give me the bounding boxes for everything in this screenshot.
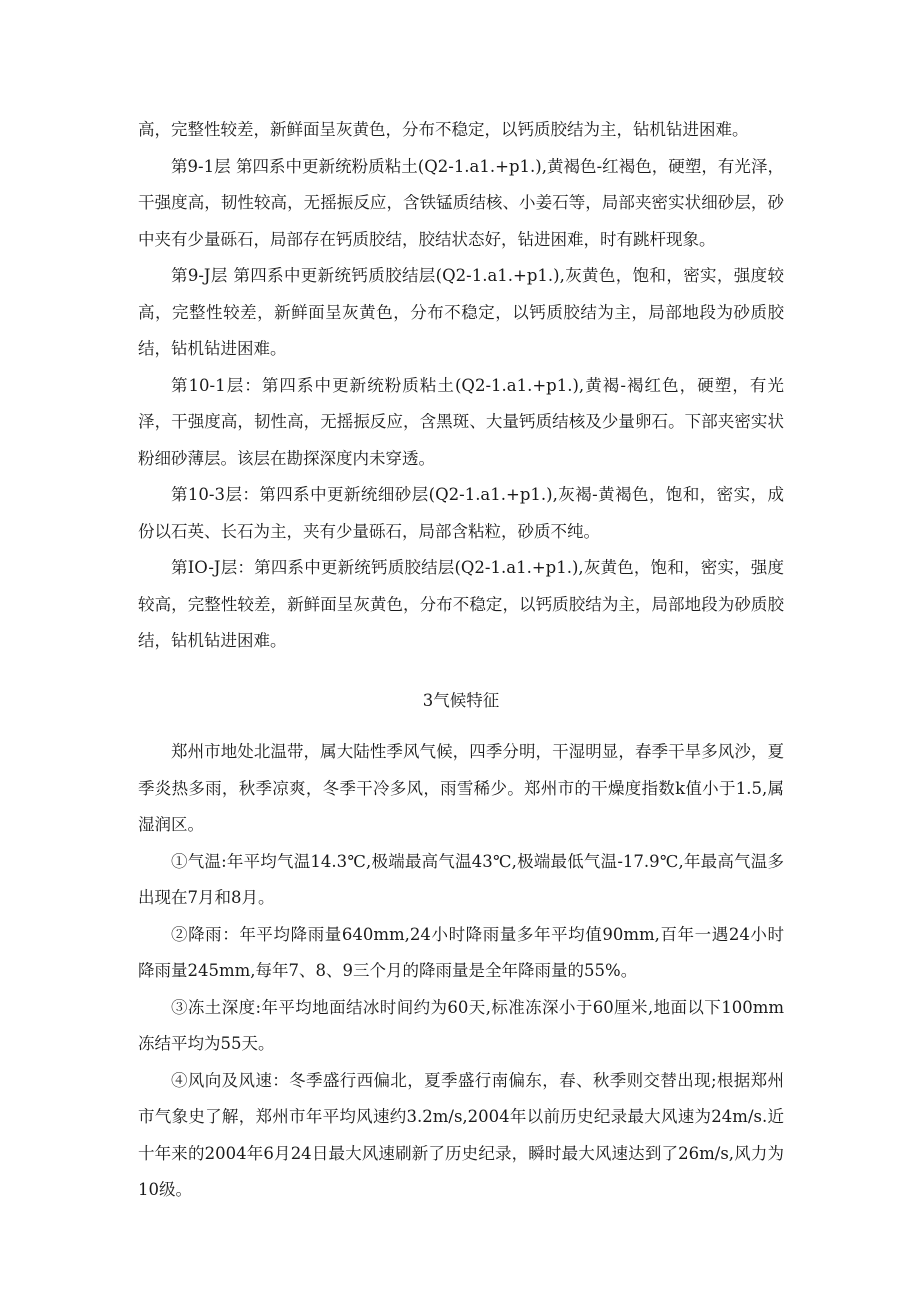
paragraph-layer-10-3: 第10-3层：第四系中更新统细砂层(Q2-1.a1.+p1.),灰褐-黄褐色，饱和，密实，成份以石英、长石为主，夹有少量砾石，局部含粘粒，砂质不纯。 (138, 485, 784, 541)
paragraph-rainfall: ②降雨：年平均降雨量640mm,24小时降雨量多年平均值90mm,百年一遇24小时降雨量245mm,每年7、8、9三个月的降雨量是全年降雨量的55%。 (138, 924, 784, 980)
paragraph-continuation: 高，完整性较差，新鲜面呈灰黄色，分布不稳定，以钙质胶结为主，钻机钻进困难。 (138, 120, 749, 139)
paragraph-climate-overview: 郑州市地处北温带，属大陆性季风气候，四季分明，干湿明显，春季干旱多风沙，夏季炎热多雨，秋季凉爽，冬季干冷多风，雨雪稀少。郑州市的干燥度指数k值小于1.5,属湿润区。 (138, 742, 784, 834)
climate-section (138, 734, 784, 1209)
paragraph-layer-10-1: 第10-1层：第四系中更新统粉质粘土(Q2-1.a1.+p1.),黄褐-褐红色，硬塑，有光泽，干强度高，韧性高，无摇振反应，含黑斑、大量钙质结核及少量卵石。下部夹密实状粉细砂薄层。该层在勘探深度内未穿透。 (138, 375, 784, 468)
paragraph-layer-10-j: 第IO-J层：第四系中更新统钙质胶结层(Q2-1.a1.+p1.),灰黄色，饱和，密实，强度较高，完整性较差，新鲜面呈灰黄色，分布不稳定，以钙质胶结为主，局部地段为砂质胶结，钻机钻进困难。 (138, 558, 784, 650)
paragraph-layer-9-j: 第9-J层 第四系中更新统钙质胶结层(Q2-1.a1.+p1.),灰黄色，饱和，密实，强度较高，完整性较差，新鲜面呈灰黄色，分布不稳定，以钙质胶结为主，局部地段为砂质胶结，钻机钻进困难。 (138, 266, 784, 358)
paragraph-layer-9-1: 第9-1层 第四系中更新统粉质粘土(Q2-1.a1.+p1.),黄褐色-红褐色，硬塑，有光泽，干强度高，韧性较高，无摇振反应，含铁锰质结核、小姜石等，局部夹密实状细砂层，砂中夹有少量砾石，局部存在钙质胶结，胶结状态好，钻进困难，时有跳杆现象。 (138, 156, 784, 249)
paragraph-frozen-soil: ③冻土深度:年平均地面结冰时间约为60天,标准冻深小于60厘米,地面以下100mm冻结平均为55天。 (138, 997, 784, 1053)
section-heading-climate: 3气候特征 (422, 691, 500, 710)
strata-description-section (138, 112, 784, 660)
paragraph-wind: ④风向及风速：冬季盛行西偏北，夏季盛行南偏东，春、秋季则交替出现;根据郑州市气象史了解，郑州市年平均风速约3.2m/s,2004年以前历史纪录最大风速为24m/s.近十年来的2004年6月24日最大风速刷新了历史纪录，瞬时最大风速达到了26m/s,风力为10级。 (138, 1070, 784, 1199)
paragraph-temperature: ①气温:年平均气温14.3℃,极端最高气温43℃,极端最低气温-17.9℃,年最高气温多出现在7月和8月。 (138, 851, 784, 907)
